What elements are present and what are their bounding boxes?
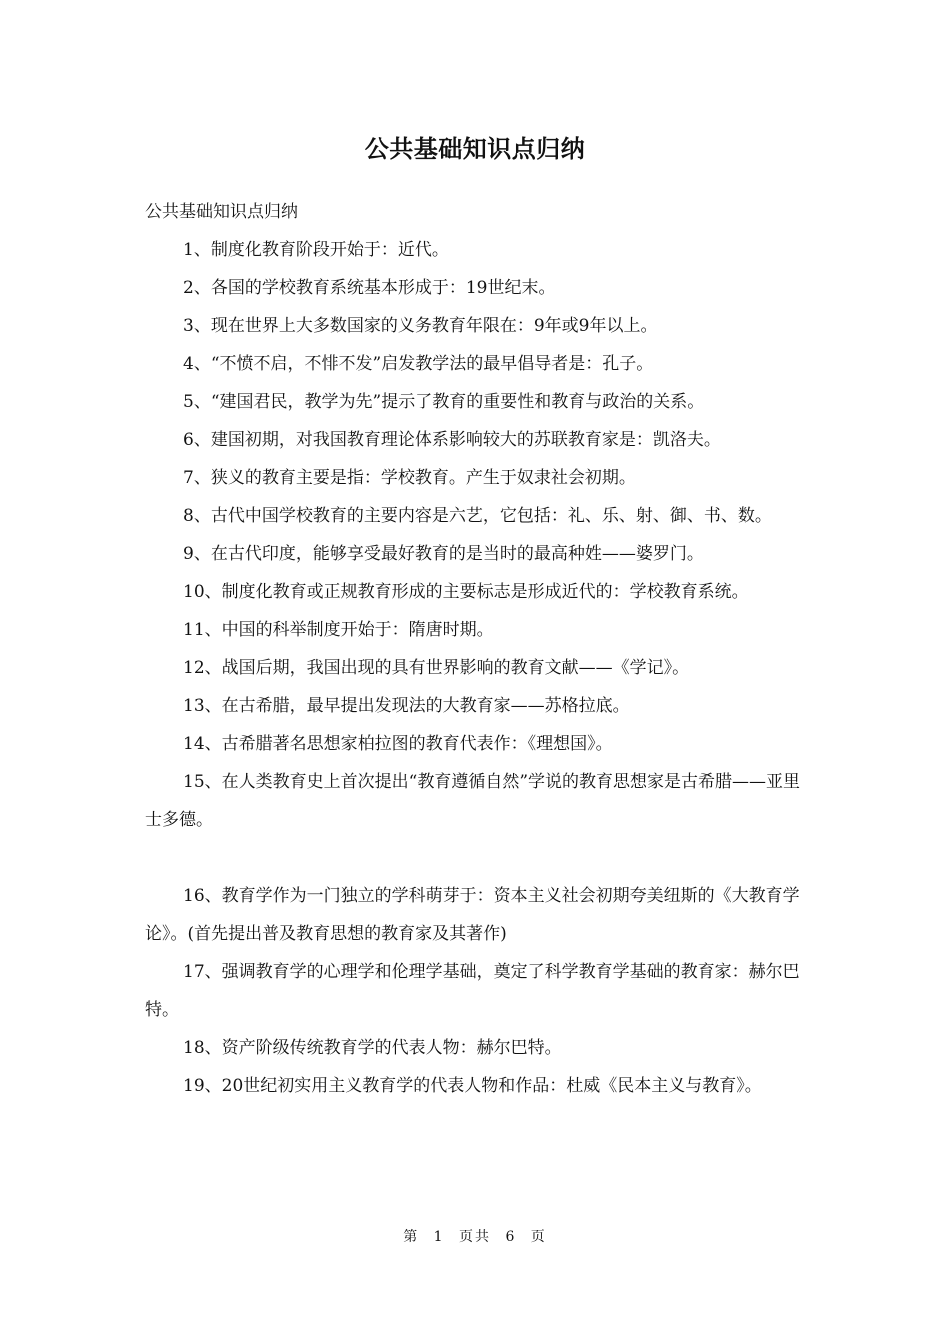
list-item: 15、在人类教育史上首次提出“教育遵循自然”学说的教育思想家是古希腊——亚里士多德。 — [145, 772, 801, 830]
list-item: 3、现在世界上大多数国家的义务教育年限在：9年或9年以上。 — [183, 316, 658, 336]
intro-paragraph: 公共基础知识点归纳 — [145, 202, 298, 222]
list-item: 11、中国的科举制度开始于：隋唐时期。 — [183, 620, 494, 640]
list-item: 9、在古代印度，能够享受最好教育的是当时的最高种姓——婆罗门。 — [183, 544, 704, 564]
list-item: 12、战国后期，我国出现的具有世界影响的教育文献——《学记》。 — [183, 658, 690, 678]
list-item: 14、古希腊著名思想家柏拉图的教育代表作：《理想国》。 — [183, 734, 613, 754]
list-item: 5、“建国君民，教学为先”提示了教育的重要性和教育与政治的关系。 — [183, 392, 705, 412]
list-item: 8、古代中国学校教育的主要内容是六艺，它包括：礼、乐、射、御、书、数。 — [183, 506, 772, 526]
list-item: 6、建国初期，对我国教育理论体系影响较大的苏联教育家是：凯洛夫。 — [183, 430, 721, 450]
list-item: 13、在古希腊，最早提出发现法的大教育家——苏格拉底。 — [183, 696, 630, 716]
list-item: 1、制度化教育阶段开始于：近代。 — [183, 240, 449, 260]
list-item: 19、20世纪初实用主义教育学的代表人物和作品：杜威《民本主义与教育》。 — [183, 1076, 762, 1096]
list-item: 18、资产阶级传统教育学的代表人物：赫尔巴特。 — [183, 1038, 562, 1058]
page-number-footer: 第 1 页共 6 页 — [403, 1229, 547, 1245]
list-item: 17、强调教育学的心理学和伦理学基础，奠定了科学教育学基础的教育家：赫尔巴特。 — [145, 962, 800, 1020]
paragraph-spacer — [145, 839, 805, 877]
list-item: 2、各国的学校教育系统基本形成于：19世纪末。 — [183, 278, 556, 298]
list-item: 7、狭义的教育主要是指：学校教育。产生于奴隶社会初期。 — [183, 468, 636, 488]
list-item: 4、“不愤不启，不悱不发”启发教学法的最早倡导者是：孔子。 — [183, 354, 654, 374]
list-item: 16、教育学作为一门独立的学科萌芽于：资本主义社会初期夸美纽斯的《大教育学论》。(首先提出普及教育思想的教育家及其著作) — [145, 886, 800, 944]
document-title: 公共基础知识点归纳 — [364, 135, 586, 163]
document-body — [145, 193, 805, 1105]
list-item: 10、制度化教育或正规教育形成的主要标志是形成近代的：学校教育系统。 — [183, 582, 749, 602]
